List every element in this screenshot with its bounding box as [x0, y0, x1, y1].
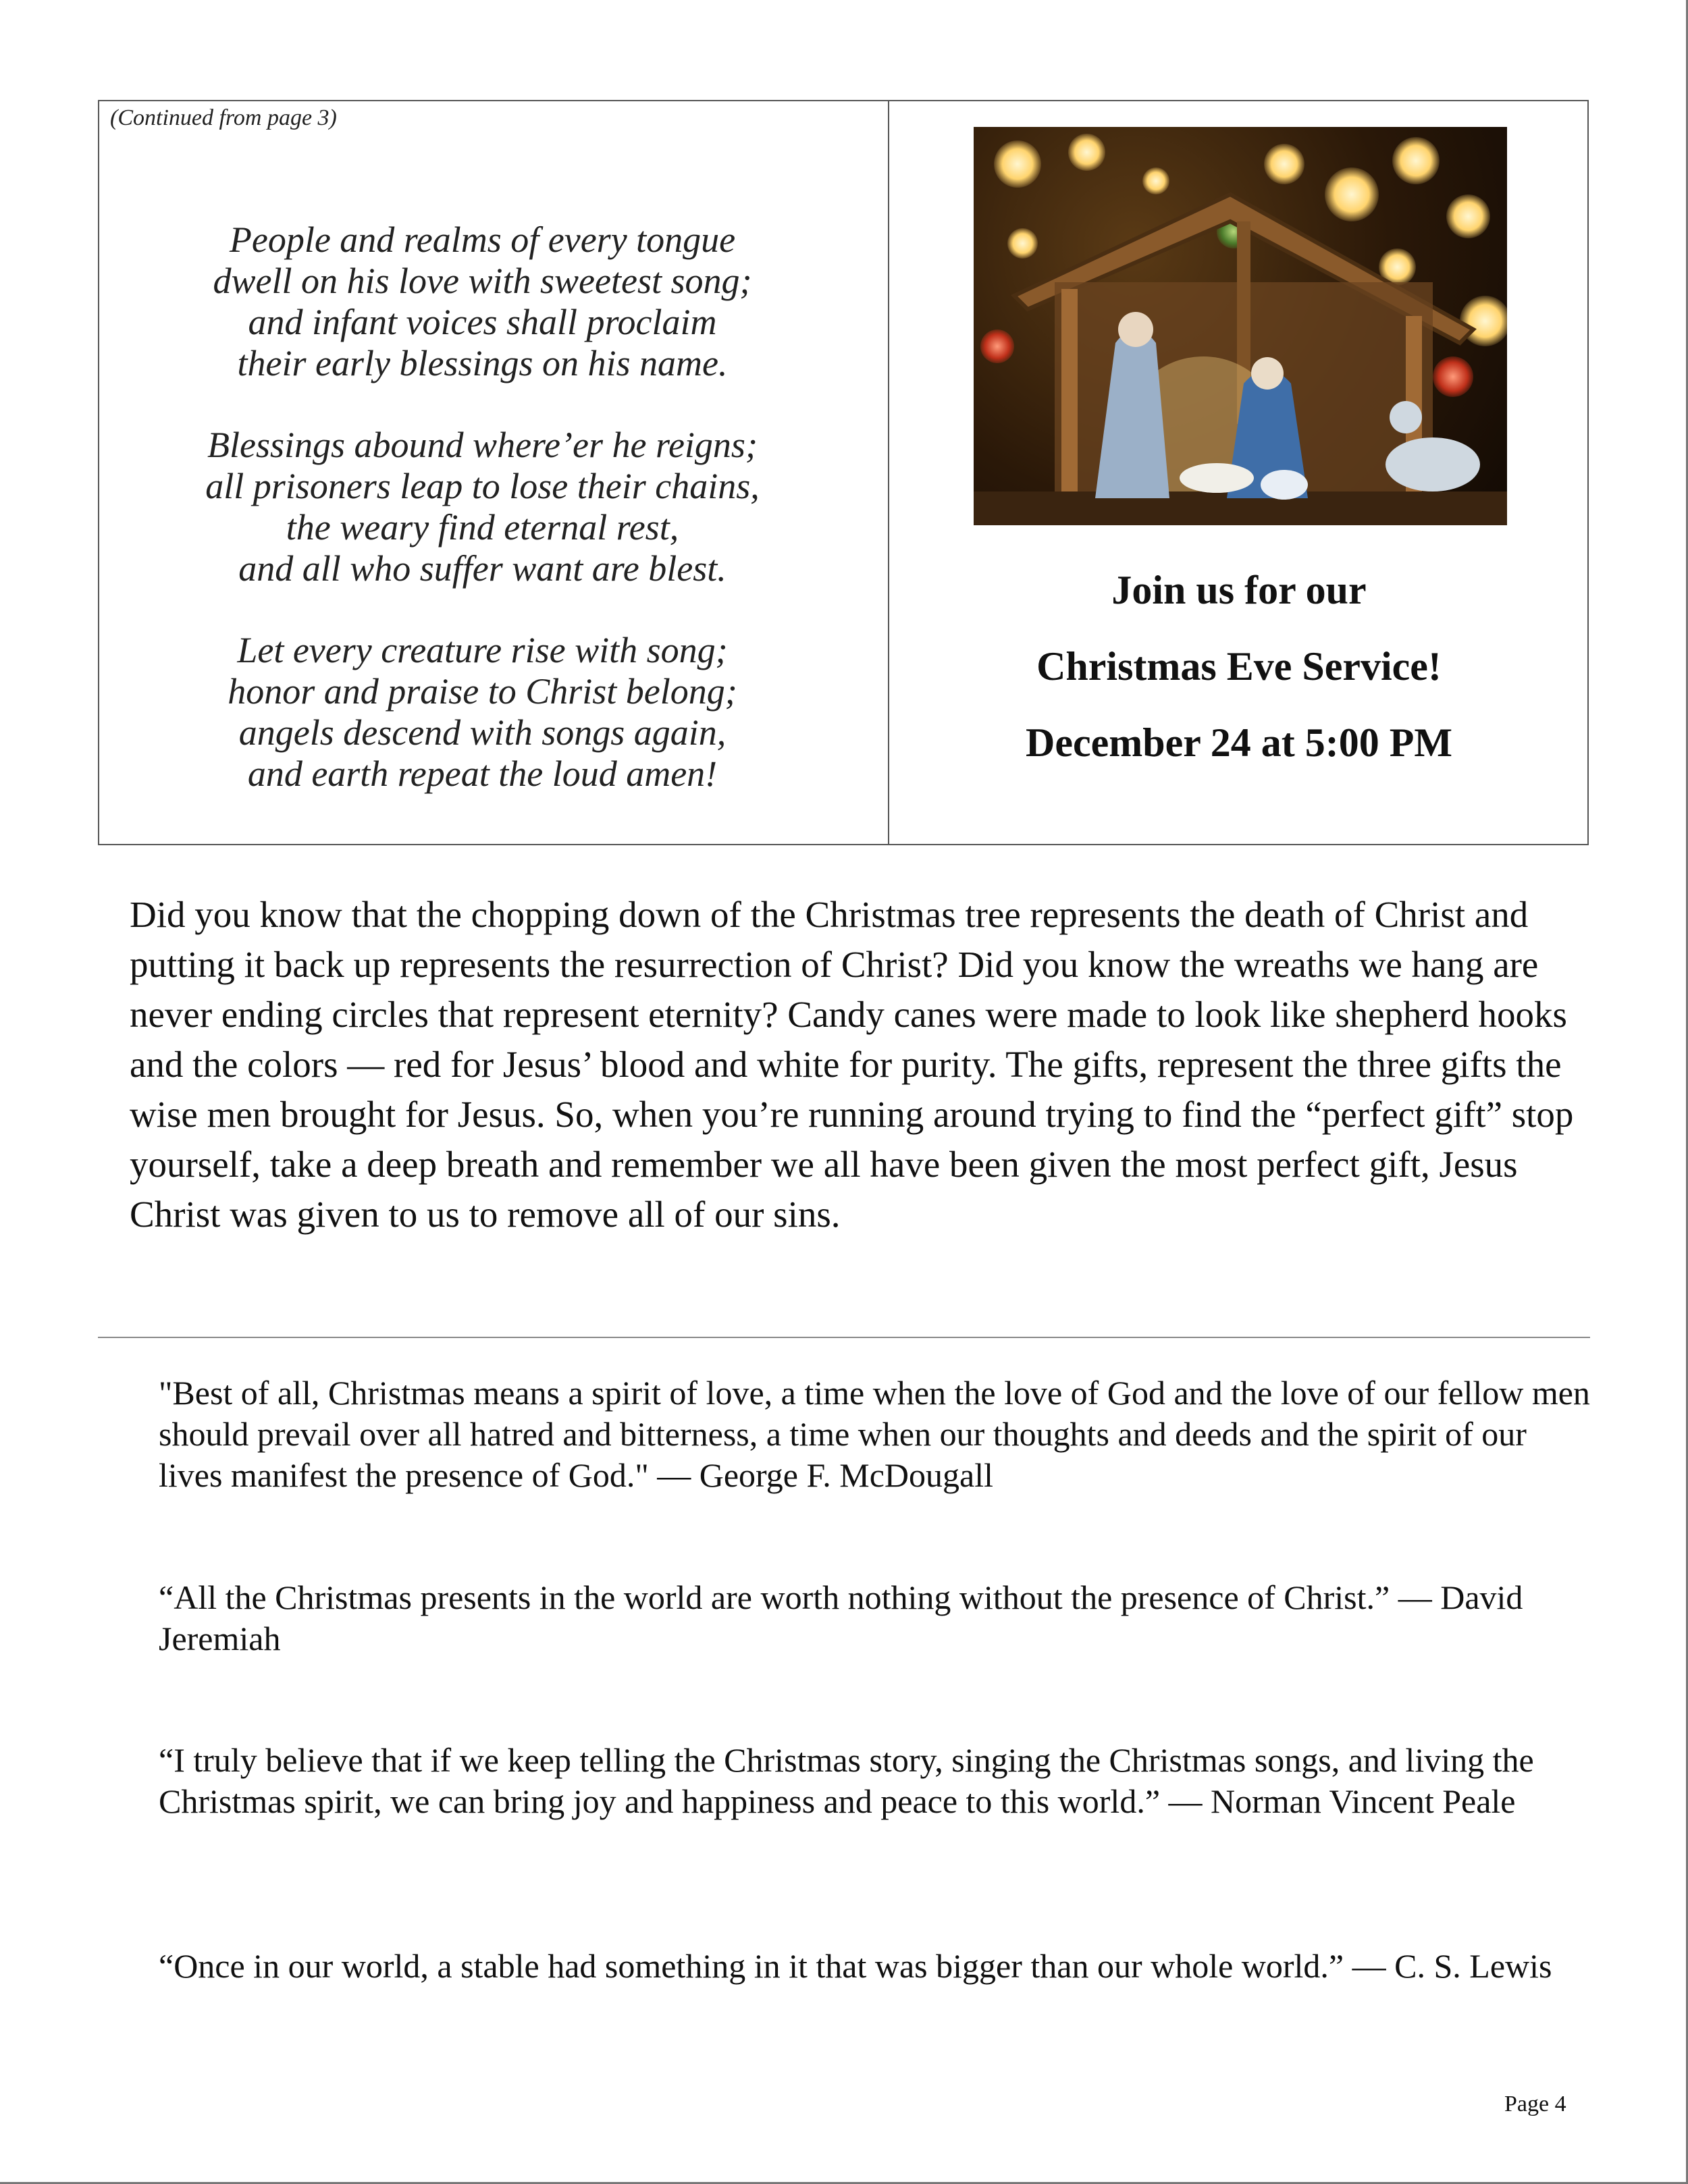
poem-line: all prisoners leap to lose their chains, — [205, 466, 760, 506]
poem-box — [98, 100, 889, 845]
poem-line: Blessings abound where’er he reigns; — [207, 425, 758, 465]
stable-drawing — [974, 127, 1507, 525]
quote-lewis: “Once in our world, a stable had something in it that was bigger than our whole world.” — C. S. Lewis — [159, 1947, 1552, 1985]
event-box — [889, 100, 1589, 845]
section-divider — [98, 1337, 1590, 1338]
poem-line: angels descend with songs again, — [238, 712, 727, 753]
poem-line: the weary find eternal rest, — [286, 507, 679, 548]
poem-stanza-1 — [99, 219, 866, 384]
poem-line: honor and praise to Christ belong; — [228, 671, 737, 712]
event-date-time: December 24 at 5:00 PM — [1026, 720, 1452, 765]
continued-note: (Continued from page 3) — [110, 105, 337, 130]
poem-line: and infant voices shall proclaim — [248, 302, 717, 342]
poem-stanza-2 — [99, 425, 866, 589]
poem — [99, 219, 866, 835]
poem-line: their early blessings on his name. — [237, 343, 728, 383]
page-number: Page 4 — [1504, 2092, 1566, 2116]
poem-line: and earth repeat the loud amen! — [247, 753, 718, 794]
poem-line: and all who suffer want are blest. — [238, 548, 727, 589]
article-paragraph: Did you know that the chopping down of the Christmas tree represents the death of Christ and putting it back up represents the resurrection of Christ? Did you know the wreaths we hang are never ending circles that represent eternity? Candy canes were made to look like shepherd hooks and the colors — red for Jesus’ blood and white for purity. The gifts, represent the three gifts the wise men brought for Jesus. So, when you’re running around trying to find the “perfect gift” stop yourself, take a deep breath and remember we all have been given the most perfect gift, Jesus Christ was given to us to remove all of our sins. — [130, 894, 1574, 1235]
quote-peale: “I truly believe that if we keep telling the Christmas story, singing the Christmas songs, and living the Christmas spirit, we can bring joy and happiness and peace to this world.” — Norman Vincent Peale — [159, 1741, 1534, 1820]
event-name: Christmas Eve Service! — [1036, 644, 1442, 689]
article-body — [130, 890, 1581, 1240]
poem-line: Let every creature rise with song; — [237, 630, 728, 670]
quote-jeremiah: “All the Christmas presents in the world are worth nothing without the presence of Christ.” — David Jeremiah — [159, 1578, 1523, 1657]
poem-line: People and realms of every tongue — [229, 219, 736, 260]
event-invite-line: Join us for our — [1111, 568, 1367, 612]
poem-stanza-3 — [99, 630, 866, 795]
quote-mcdougall: "Best of all, Christmas means a spirit of love, a time when the love of God and the love of our fellow men should prevail over all hatred and bitterness, a time when our thoughts and deeds and the spirit of our lives manifest the presence of God." — George F. McDougall — [159, 1374, 1590, 1494]
poem-line: dwell on his love with sweetest song; — [213, 261, 752, 301]
nativity-scene-image — [974, 127, 1507, 525]
